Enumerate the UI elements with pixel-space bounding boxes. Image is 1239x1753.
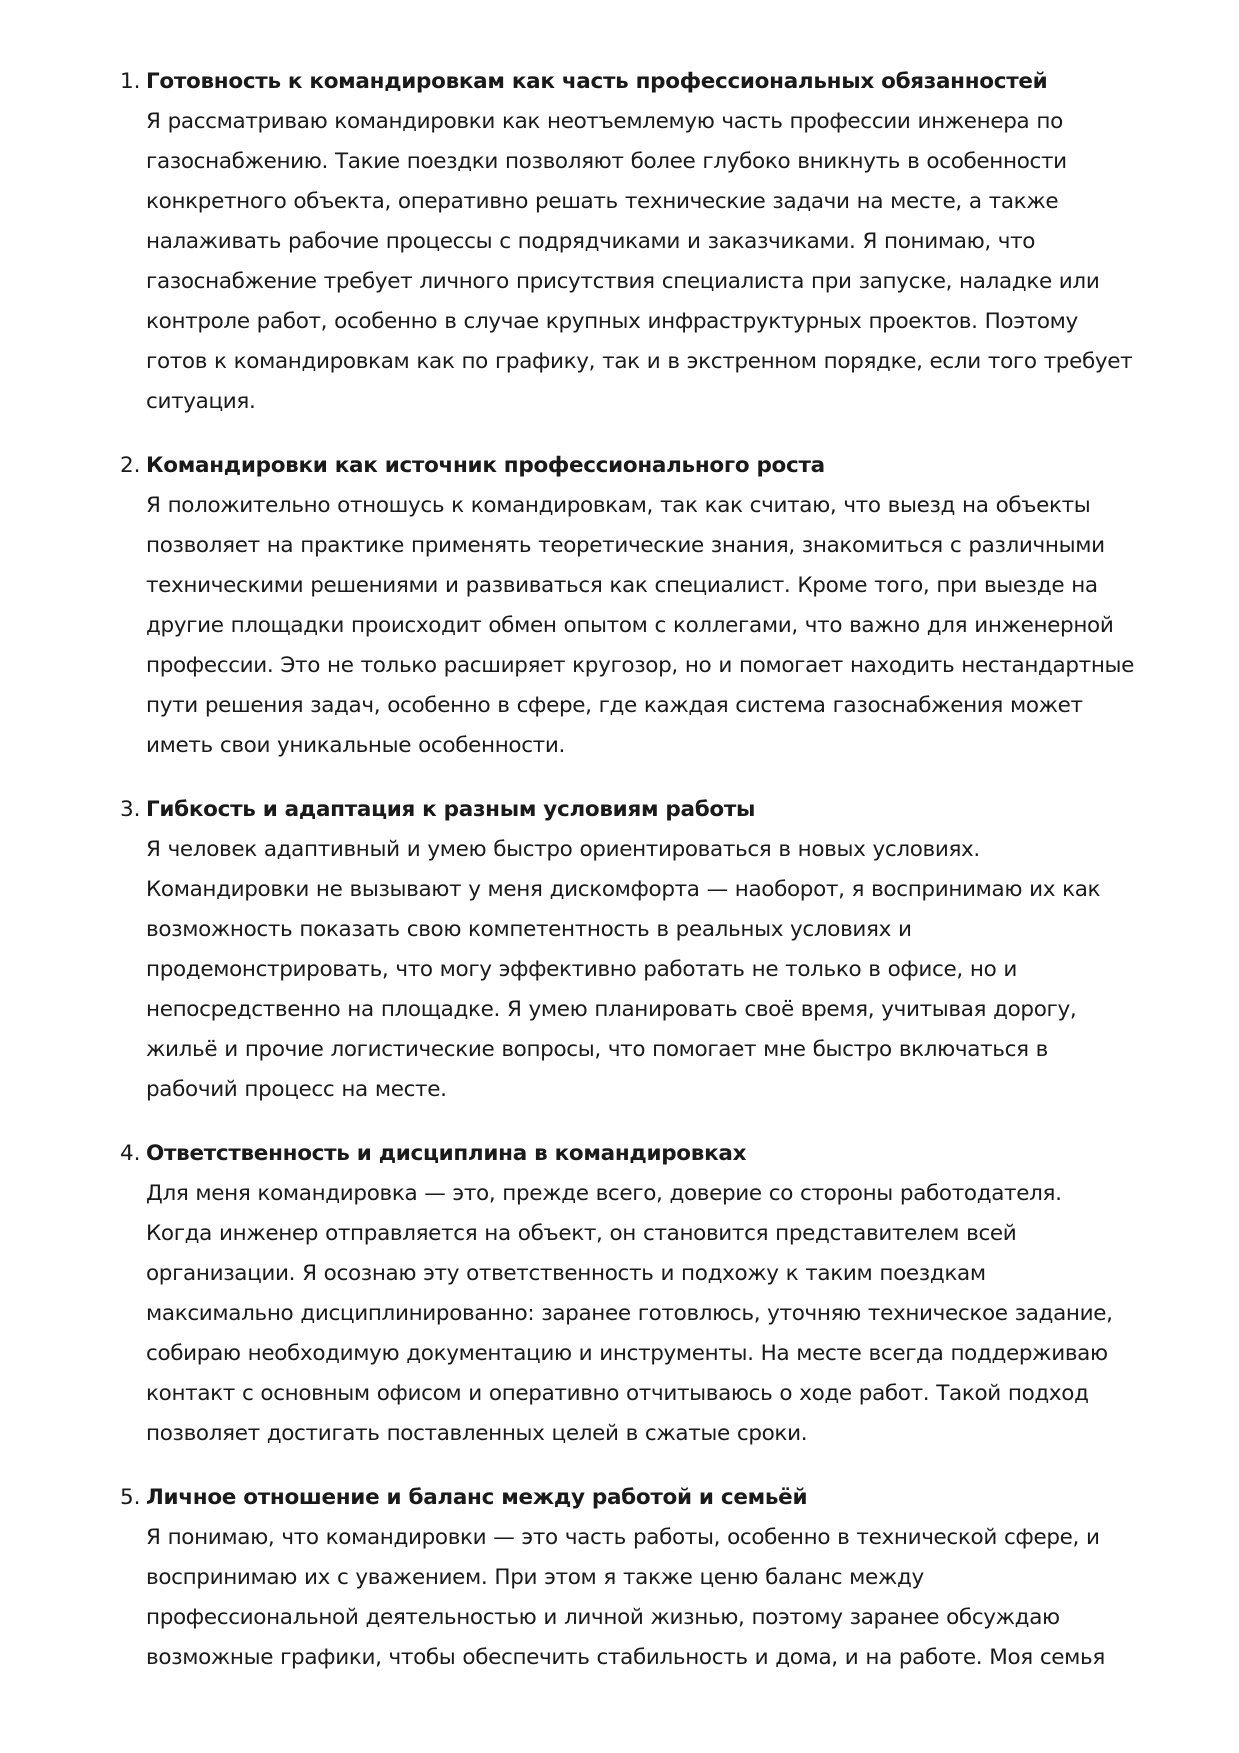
paragraph-line: газоснабжение требует личного присутствия специалиста при запуске, наладке или [146,269,1100,294]
paragraph-line: Для меня командировка — это, прежде всего, доверие со стороны работодателя. [146,1181,1062,1206]
paragraph-line: пути решения задач, особенно в сфере, где каждая система газоснабжения может [146,693,1083,718]
paragraph-line: Когда инженер отправляется на объект, он становится представителем всей [146,1221,1017,1246]
paragraph-line: техническими решениями и развиваться как специалист. Кроме того, при выезде на [146,573,1098,598]
item-title: Ответственность и дисциплина в командировках [146,1141,747,1166]
paragraph-line: газоснабжению. Такие поездки позволяют более глубоко вникнуть в особенности [146,149,1067,174]
paragraph-line: профессии. Это не только расширяет кругозор, но и помогает находить нестандартные [146,653,1135,678]
item-paragraph [146,1174,1160,1454]
paragraph-line: профессиональной деятельностью и личной жизнью, поэтому заранее обсуждаю [146,1605,1060,1630]
item-paragraph [146,102,1160,422]
list-item [120,1134,1160,1454]
paragraph-line: возможные графики, чтобы обеспечить стабильность и дома, и на работе. Моя семья [146,1645,1105,1670]
paragraph-line: возможность показать свою компетентность в реальных условиях и [146,917,912,942]
paragraph-line: Я человек адаптивный и умею быстро ориентироваться в новых условиях. [146,837,980,862]
list-item [120,446,1160,766]
paragraph-line: иметь свои уникальные особенности. [146,733,565,758]
paragraph-line: контроле работ, особенно в случае крупных инфраструктурных проектов. Поэтому [146,309,1078,334]
item-paragraph [146,830,1160,1110]
paragraph-line: организации. Я осознаю эту ответственность и подхожу к таким поездкам [146,1261,986,1286]
paragraph-line: другие площадки происходит обмен опытом с коллегами, что важно для инженерной [146,613,1114,638]
paragraph-line: собираю необходимую документацию и инструменты. На месте всегда поддерживаю [146,1341,1108,1366]
paragraph-line: жильё и прочие логистические вопросы, что помогает мне быстро включаться в [146,1037,1048,1062]
item-title: Личное отношение и баланс между работой и семьёй [146,1485,808,1510]
paragraph-line: рабочий процесс на месте. [146,1077,447,1102]
paragraph-line: позволяет на практике применять теоретические знания, знакомиться с различными [146,533,1105,558]
paragraph-line: максимально дисциплинированно: заранее готовлюсь, уточняю техническое задание, [146,1301,1113,1326]
paragraph-line: ситуация. [146,389,256,414]
item-number: 2. [120,453,141,478]
paragraph-line: Я положительно отношусь к командировкам, так как считаю, что выезд на объекты [146,493,1091,518]
paragraph-line: продемонстрировать, что могу эффективно работать не только в офисе, но и [146,957,1017,982]
paragraph-line: налаживать рабочие процессы с подрядчиками и заказчиками. Я понимаю, что [146,229,1036,254]
paragraph-line: воспринимаю их с уважением. При этом я также ценю баланс между [146,1565,924,1590]
paragraph-line: контакт с основным офисом и оперативно отчитываюсь о ходе работ. Такой подход [146,1381,1089,1406]
item-number: 4. [120,1141,141,1166]
item-number: 5. [120,1485,141,1510]
paragraph-line: Командировки не вызывают у меня дискомфорта — наоборот, я воспринимаю их как [146,877,1101,902]
item-title: Гибкость и адаптация к разным условиям работы [146,797,756,822]
item-number: 1. [120,69,141,94]
item-title: Командировки как источник профессионального роста [146,453,825,478]
paragraph-line: конкретного объекта, оперативно решать технические задачи на месте, а также [146,189,1059,214]
paragraph-line: позволяет достигать поставленных целей в сжатые сроки. [146,1421,808,1446]
paragraph-line: Я понимаю, что командировки — это часть работы, особенно в технической сфере, и [146,1525,1100,1550]
paragraph-line: Я рассматриваю командировки как неотъемлемую часть профессии инженера по [146,109,1063,134]
list-item [120,1478,1160,1678]
item-paragraph [146,1518,1160,1678]
paragraph-line: непосредственно на площадке. Я умею планировать своё время, учитывая дорогу, [146,997,1077,1022]
item-number: 3. [120,797,141,822]
list-item [120,790,1160,1110]
item-paragraph [146,486,1160,766]
item-title: Готовность к командировкам как часть профессиональных обязанностей [146,69,1048,94]
numbered-list [120,62,1160,1702]
paragraph-line: готов к командировкам как по графику, так и в экстренном порядке, если того требует [146,349,1133,374]
list-item [120,62,1160,422]
